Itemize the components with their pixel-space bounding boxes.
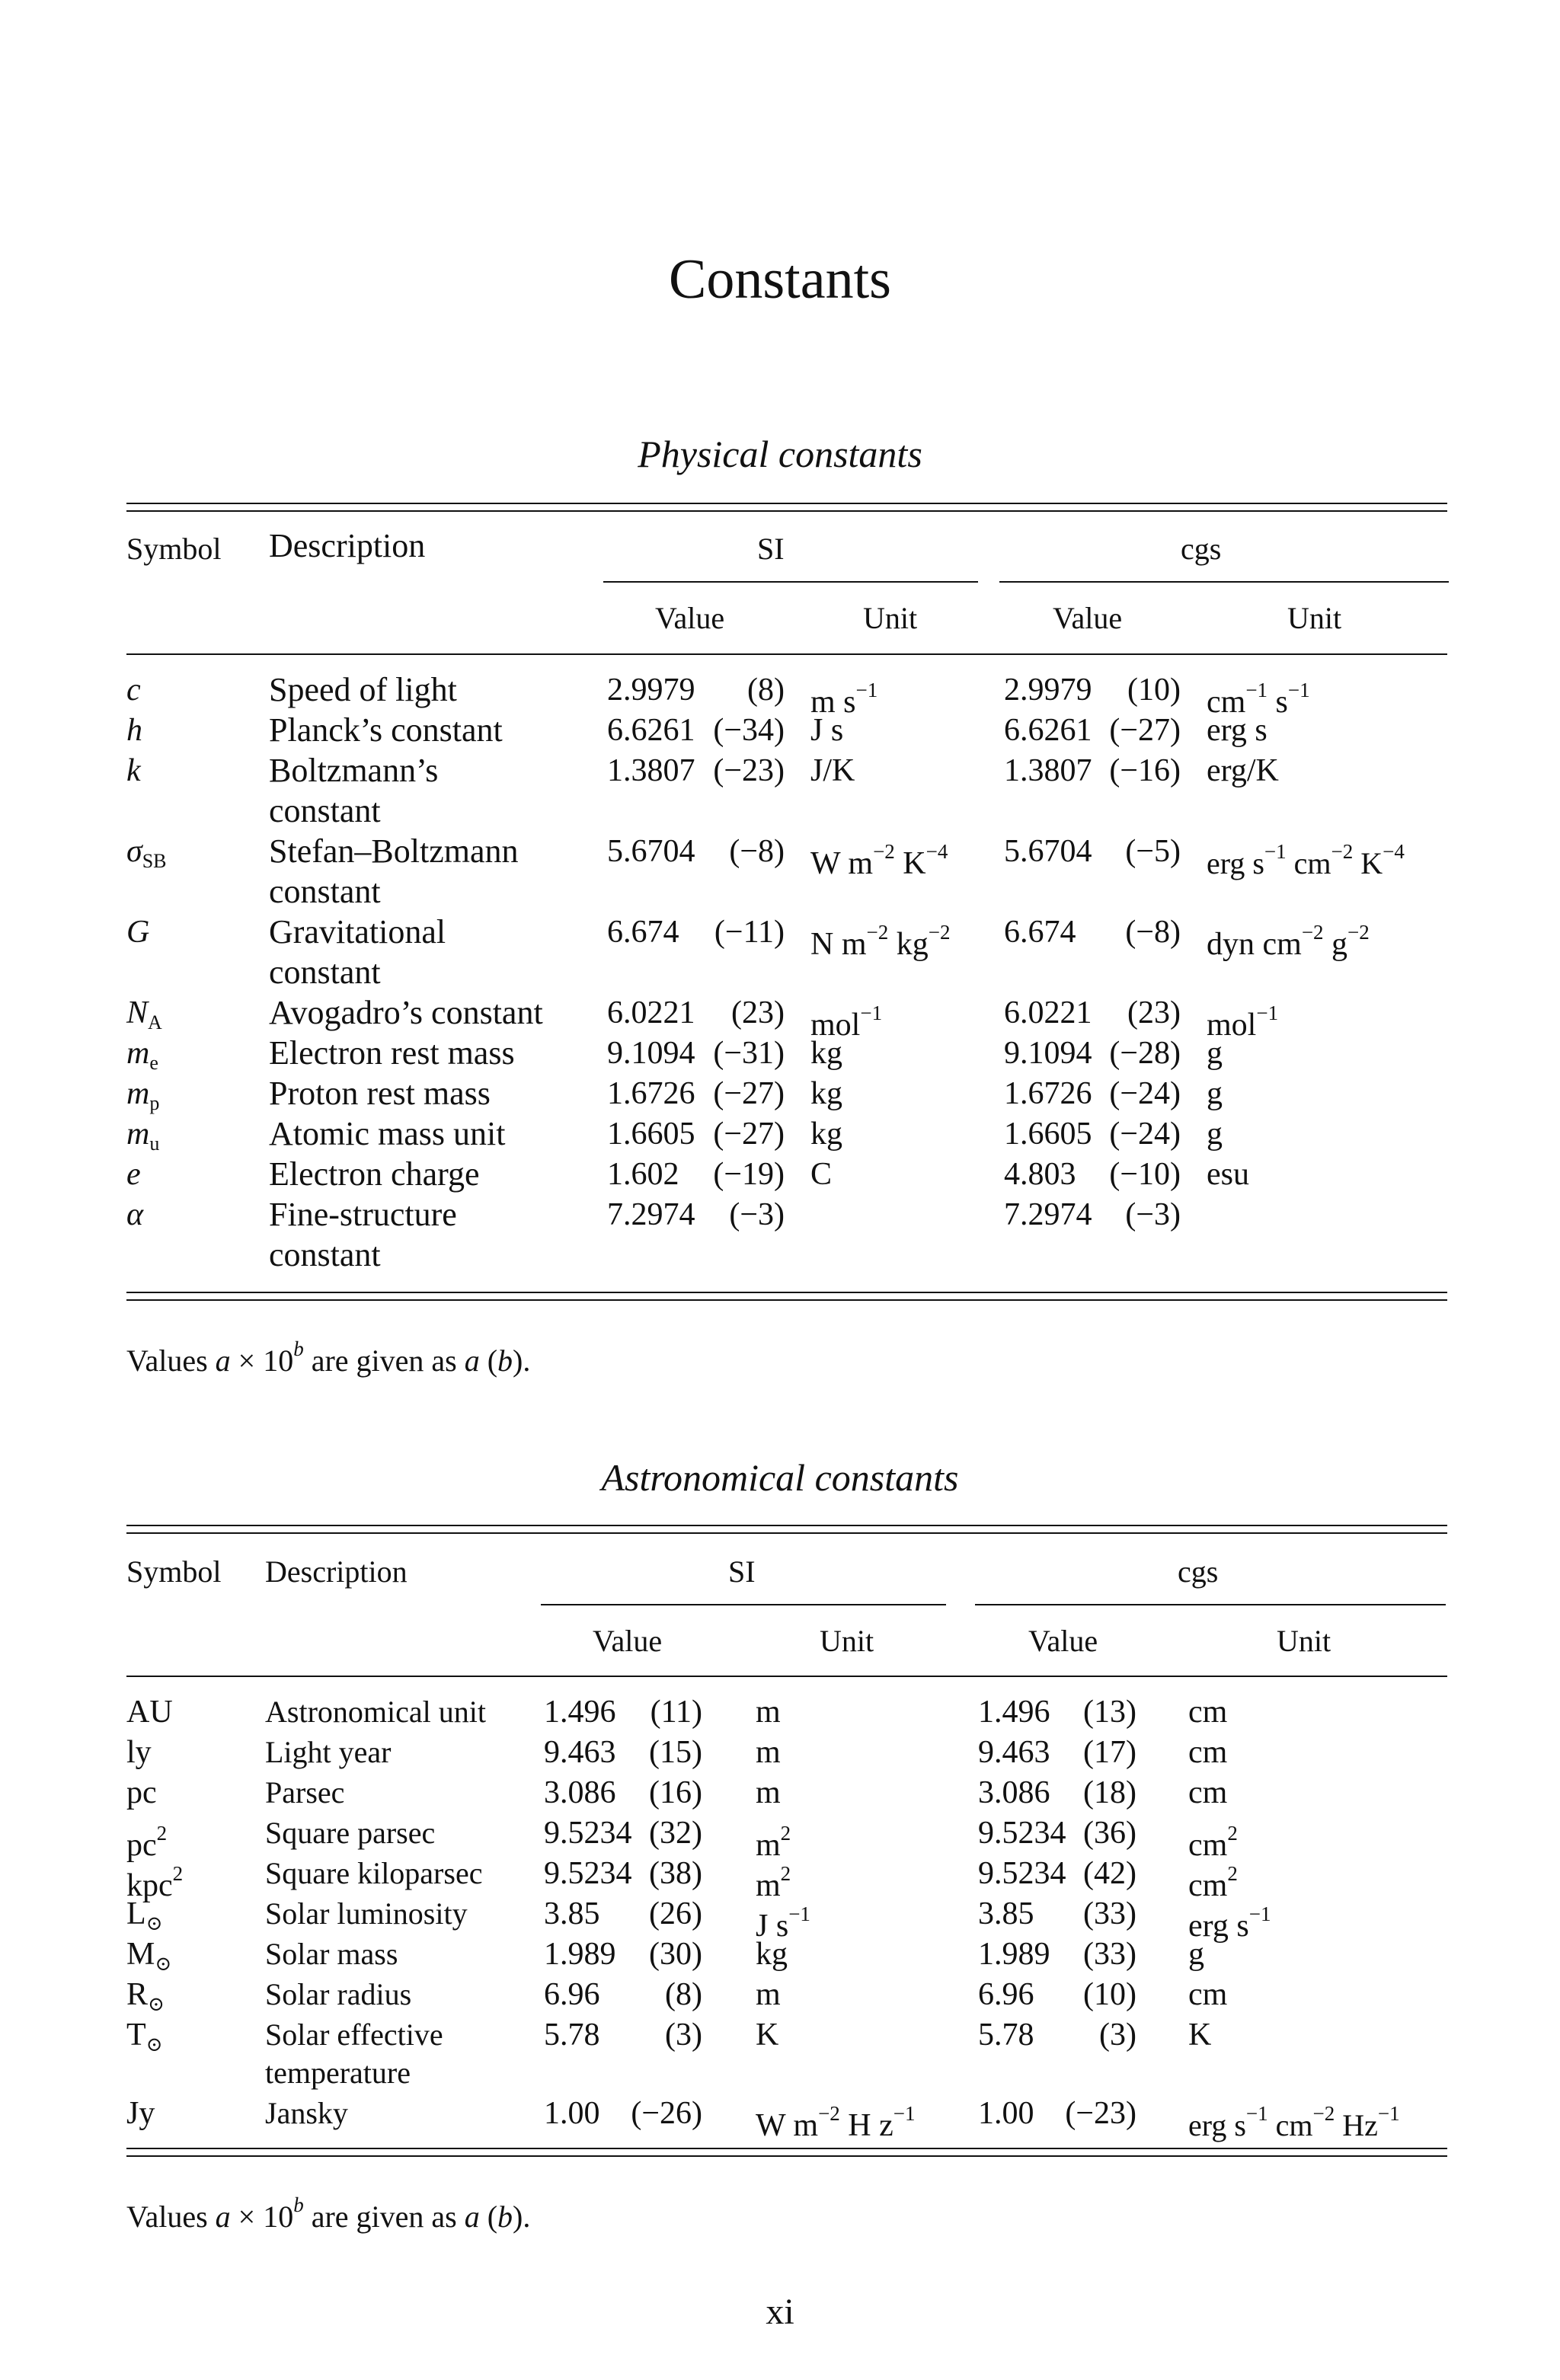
- symbol-sup: 2: [156, 1822, 168, 1845]
- si-value-mantissa: 1.3807: [607, 753, 695, 788]
- note-text: × 10: [230, 1343, 294, 1378]
- astronomical-header-cgs-value: Value: [1028, 1624, 1098, 1658]
- cgs-unit: cm: [1188, 1977, 1228, 2012]
- symbol-main: N: [126, 995, 149, 1030]
- astronomical-header-cgs: cgs: [1178, 1554, 1219, 1589]
- note-var: a: [215, 2200, 231, 2234]
- unit-sup: 2: [780, 1822, 791, 1845]
- cgs-value-exponent: (10): [1083, 1977, 1136, 2012]
- symbol-main: m: [126, 1117, 150, 1152]
- si-unit: kg: [810, 1036, 842, 1071]
- row-description: Solar mass: [265, 1937, 398, 1971]
- si-unit: C: [810, 1157, 833, 1192]
- cgs-value-exponent: (3): [1099, 2017, 1136, 2053]
- si-value-exponent: (15): [649, 1735, 702, 1770]
- row-symbol: G: [126, 915, 150, 950]
- note-sup: b: [293, 1337, 304, 1360]
- physical-header-cgs-unit: Unit: [1287, 601, 1342, 635]
- row-description-cont: temperature: [265, 2056, 411, 2090]
- physical-header-symbol: Symbol: [126, 532, 222, 566]
- row-symbol: h: [126, 713, 142, 748]
- si-unit: [810, 832, 948, 883]
- astronomical-header-si-value: Value: [593, 1624, 663, 1658]
- cgs-unit: [1207, 912, 1370, 964]
- cgs-value-mantissa: 1.6605: [1004, 1117, 1092, 1152]
- physical-si-underline: [603, 581, 978, 583]
- si-value-mantissa: 1.6726: [607, 1076, 695, 1111]
- unit-text: cm: [1207, 685, 1246, 720]
- astronomical-header-si: SI: [728, 1554, 756, 1589]
- sun-icon: ⊙: [145, 1912, 163, 1934]
- cgs-unit: cm: [1188, 1695, 1228, 1730]
- astronomical-top-rule-1: [126, 1525, 1447, 1526]
- si-value-exponent: (−19): [713, 1157, 785, 1192]
- row-symbol: α: [126, 1197, 144, 1232]
- symbol-sub: SB: [142, 850, 167, 872]
- si-value-mantissa: 9.1094: [607, 1036, 695, 1071]
- cgs-value-exponent: (−3): [1125, 1197, 1181, 1232]
- note-var: a: [464, 1343, 480, 1378]
- row-symbol: AU: [126, 1695, 173, 1730]
- row-description: Square parsec: [265, 1816, 436, 1850]
- cgs-value-mantissa: 1.6726: [1004, 1076, 1092, 1111]
- si-value-mantissa: 3.85: [544, 1896, 600, 1931]
- cgs-value-exponent: (−10): [1109, 1157, 1181, 1192]
- row-symbol: c: [126, 672, 141, 708]
- cgs-unit: cm: [1188, 1735, 1228, 1770]
- cgs-value-exponent: (−5): [1125, 834, 1181, 869]
- cgs-value-mantissa: 6.674: [1004, 915, 1076, 950]
- si-value-exponent: (−8): [729, 834, 785, 869]
- cgs-unit: g: [1207, 1036, 1223, 1071]
- row-description: Light year: [265, 1735, 392, 1769]
- unit-text: cm: [1188, 1828, 1228, 1863]
- cgs-value-mantissa: 3.086: [978, 1775, 1050, 1810]
- physical-bottom-rule-2: [126, 1299, 1447, 1301]
- physical-bottom-rule-1: [126, 1292, 1447, 1293]
- physical-header-cgs-value: Value: [1053, 601, 1123, 635]
- symbol-sub: u: [149, 1132, 160, 1155]
- astronomical-header-symbol: Symbol: [126, 1554, 222, 1589]
- note-text: × 10: [230, 2200, 294, 2234]
- row-description: Square kiloparsec: [265, 1856, 483, 1890]
- physical-header-rule: [126, 653, 1447, 655]
- astronomical-si-underline: [541, 1604, 946, 1605]
- page-number: xi: [766, 2292, 794, 2332]
- unit-text: m s: [810, 685, 856, 720]
- unit-sup: −2: [818, 2102, 840, 2125]
- cgs-value-mantissa: 9.5234: [978, 1816, 1066, 1851]
- row-description: Stefan–Boltzmann: [269, 832, 519, 870]
- cgs-unit: cm: [1188, 1775, 1228, 1810]
- si-value-exponent: (38): [649, 1856, 702, 1891]
- si-unit: m: [756, 1735, 781, 1770]
- cgs-value-mantissa: 1.00: [978, 2096, 1034, 2131]
- symbol-main: M: [126, 1937, 155, 1972]
- astronomical-note: [126, 2186, 530, 2236]
- note-text: (: [479, 2200, 498, 2234]
- symbol-sup: 2: [172, 1862, 184, 1885]
- astronomical-table-title: Astronomical constants: [601, 1456, 959, 1499]
- si-unit: J/K: [810, 753, 855, 788]
- symbol-main: T: [126, 2017, 146, 2053]
- row-description-cont: constant: [269, 873, 381, 910]
- row-description: Electron rest mass: [269, 1034, 515, 1072]
- unit-sup: −2: [866, 921, 889, 944]
- cgs-value-exponent: (36): [1083, 1816, 1136, 1851]
- si-value-exponent: (30): [649, 1937, 702, 1972]
- symbol-main: L: [126, 1896, 146, 1931]
- si-unit: kg: [810, 1076, 842, 1111]
- cgs-value-exponent: (−8): [1125, 915, 1181, 950]
- note-text: Values: [126, 1343, 216, 1378]
- row-description: Avogadro’s constant: [269, 994, 543, 1031]
- si-value-exponent: (32): [649, 1816, 702, 1851]
- note-sup: b: [293, 2193, 304, 2216]
- unit-text: K: [894, 846, 926, 881]
- cgs-value-exponent: (−24): [1109, 1117, 1181, 1152]
- cgs-value-exponent: (10): [1127, 672, 1181, 708]
- physical-header-si: SI: [757, 532, 785, 566]
- astronomical-header-si-unit: Unit: [820, 1624, 874, 1658]
- cgs-value-mantissa: 2.9979: [1004, 672, 1092, 708]
- cgs-value-mantissa: 3.85: [978, 1896, 1034, 1931]
- si-value-exponent: (−31): [713, 1036, 785, 1071]
- unit-text: s: [1268, 685, 1288, 720]
- unit-text: cm: [1268, 2108, 1313, 2142]
- cgs-unit: erg s: [1207, 713, 1268, 748]
- si-unit: K: [756, 2017, 779, 2053]
- sun-icon: ⊙: [145, 2033, 163, 2056]
- cgs-value-mantissa: 1.496: [978, 1695, 1050, 1730]
- si-value-exponent: (26): [649, 1896, 702, 1931]
- si-value-mantissa: 9.5234: [544, 1816, 632, 1851]
- si-value-exponent: (−3): [729, 1197, 785, 1232]
- symbol-main: σ: [126, 834, 142, 869]
- unit-sup: 2: [1227, 1822, 1238, 1845]
- unit-text: cm: [1286, 846, 1331, 880]
- physical-header-si-unit: Unit: [863, 601, 918, 635]
- unit-text: mol: [1207, 1008, 1257, 1043]
- unit-sup: 2: [1227, 1862, 1238, 1885]
- unit-text: W m: [756, 2108, 819, 2143]
- row-description: Speed of light: [269, 671, 457, 708]
- unit-text: K: [1353, 846, 1383, 880]
- cgs-value-mantissa: 5.6704: [1004, 834, 1092, 869]
- note-text: are given as: [303, 2200, 465, 2234]
- cgs-unit: erg/K: [1207, 753, 1279, 788]
- row-description: Fine-structure: [269, 1196, 457, 1233]
- unit-text: Hz: [1335, 2108, 1378, 2142]
- note-var: a: [215, 1343, 231, 1378]
- unit-sup: −1: [855, 679, 878, 701]
- symbol-sub: p: [149, 1092, 160, 1114]
- cgs-value-mantissa: 1.3807: [1004, 753, 1092, 788]
- note-text: ).: [513, 1343, 531, 1378]
- cgs-value-mantissa: 6.0221: [1004, 995, 1092, 1030]
- si-value-mantissa: 1.496: [544, 1695, 616, 1730]
- si-value-exponent: (−27): [713, 1117, 785, 1152]
- note-var: b: [497, 1343, 513, 1378]
- cgs-value-mantissa: 9.463: [978, 1735, 1050, 1770]
- si-value-exponent: (8): [747, 672, 785, 708]
- si-unit: kg: [810, 1117, 842, 1152]
- unit-sup: −2: [873, 840, 895, 863]
- si-value-mantissa: 9.463: [544, 1735, 616, 1770]
- row-symbol: pc: [126, 1775, 157, 1810]
- unit-text: N m: [810, 927, 867, 962]
- si-unit: [810, 912, 950, 964]
- si-value-exponent: (11): [650, 1695, 702, 1730]
- cgs-value-mantissa: 4.803: [1004, 1157, 1076, 1192]
- row-description: Solar effective: [265, 2017, 443, 2052]
- si-value-exponent: (16): [649, 1775, 702, 1810]
- cgs-value-exponent: (33): [1083, 1937, 1136, 1972]
- row-symbol: k: [126, 753, 141, 788]
- unit-sup: −1: [1248, 1902, 1271, 1925]
- si-unit: m: [756, 1695, 781, 1730]
- sun-icon: ⊙: [155, 1953, 172, 1975]
- cgs-value-exponent: (42): [1083, 1856, 1136, 1891]
- row-description: Planck’s constant: [269, 711, 503, 749]
- page-title: Constants: [669, 248, 891, 311]
- cgs-value-exponent: (−28): [1109, 1036, 1181, 1071]
- astronomical-header-cgs-unit: Unit: [1277, 1624, 1331, 1658]
- row-description: Solar luminosity: [265, 1896, 468, 1931]
- cgs-value-mantissa: 6.6261: [1004, 713, 1092, 748]
- unit-text: H z: [839, 2108, 893, 2143]
- si-value-mantissa: 1.602: [607, 1157, 679, 1192]
- unit-sup: −4: [1383, 840, 1405, 863]
- si-value-mantissa: 6.96: [544, 1977, 600, 2012]
- unit-sup: −2: [1312, 2102, 1335, 2125]
- note-text: (: [479, 1343, 498, 1378]
- unit-sup: −2: [1347, 921, 1370, 944]
- unit-text: W m: [810, 846, 874, 881]
- unit-text: m: [756, 1828, 781, 1863]
- si-value-mantissa: 6.6261: [607, 713, 695, 748]
- si-unit: J s: [810, 713, 844, 748]
- si-value-exponent: (−34): [713, 713, 785, 748]
- note-var: a: [464, 2200, 480, 2234]
- unit-text: m: [756, 1868, 781, 1903]
- symbol-main: pc: [126, 1828, 157, 1863]
- physical-cgs-underline: [999, 581, 1449, 583]
- astronomical-header-description: Description: [265, 1554, 408, 1589]
- si-value-mantissa: 6.0221: [607, 995, 695, 1030]
- si-value-mantissa: 5.6704: [607, 834, 695, 869]
- cgs-value-mantissa: 9.5234: [978, 1856, 1066, 1891]
- row-description-cont: constant: [269, 1236, 381, 1273]
- physical-table-title: Physical constants: [638, 433, 922, 475]
- si-value-exponent: (8): [665, 1977, 702, 2012]
- physical-header-si-value: Value: [655, 601, 725, 635]
- unit-text: dyn cm: [1207, 927, 1302, 962]
- note-text: ).: [513, 2200, 531, 2234]
- astronomical-cgs-underline: [975, 1604, 1446, 1605]
- si-unit: m: [756, 1775, 781, 1810]
- cgs-value-mantissa: 9.1094: [1004, 1036, 1092, 1071]
- si-unit: [756, 2094, 916, 2145]
- si-value-exponent: (23): [731, 995, 785, 1030]
- symbol-main: m: [126, 1036, 150, 1071]
- unit-text: erg s: [1188, 2108, 1246, 2142]
- row-symbol: [126, 832, 167, 881]
- unit-sup: −1: [1264, 840, 1287, 863]
- symbol-main: kpc: [126, 1868, 173, 1903]
- unit-sup: −1: [1256, 1002, 1279, 1024]
- physical-top-rule-1: [126, 503, 1447, 504]
- si-value-exponent: (3): [665, 2017, 702, 2053]
- si-value-exponent: (−27): [713, 1076, 785, 1111]
- unit-sup: 2: [780, 1862, 791, 1885]
- cgs-value-exponent: (−24): [1109, 1076, 1181, 1111]
- astronomical-header-rule: [126, 1676, 1447, 1677]
- row-symbol: ly: [126, 1735, 152, 1770]
- unit-text: J s: [756, 1909, 789, 1944]
- row-description-cont: constant: [269, 792, 381, 829]
- astronomical-bottom-rule-1: [126, 2148, 1447, 2149]
- cgs-value-exponent: (17): [1083, 1735, 1136, 1770]
- cgs-unit: g: [1188, 1937, 1204, 1972]
- si-value-mantissa: 7.2974: [607, 1197, 695, 1232]
- si-value-mantissa: 3.086: [544, 1775, 616, 1810]
- si-value-mantissa: 9.5234: [544, 1856, 632, 1891]
- unit-sup: −1: [1245, 2102, 1268, 2125]
- cgs-value-exponent: (13): [1083, 1695, 1136, 1730]
- unit-sup: −2: [1331, 840, 1354, 863]
- cgs-value-exponent: (−23): [1065, 2096, 1136, 2131]
- si-value-exponent: (−26): [631, 2096, 702, 2131]
- unit-text: cm: [1188, 1868, 1228, 1903]
- cgs-value-exponent: (18): [1083, 1775, 1136, 1810]
- cgs-value-exponent: (33): [1083, 1896, 1136, 1931]
- si-value-mantissa: 2.9979: [607, 672, 695, 708]
- si-value-mantissa: 1.989: [544, 1937, 616, 1972]
- sun-icon: ⊙: [148, 1993, 165, 2015]
- cgs-value-exponent: (23): [1127, 995, 1181, 1030]
- unit-text: erg s: [1188, 1909, 1249, 1944]
- cgs-unit: [1188, 2094, 1400, 2145]
- unit-text: kg: [888, 927, 929, 962]
- row-description: Electron charge: [269, 1155, 480, 1193]
- physical-header-description: Description: [269, 527, 426, 564]
- cgs-value-exponent: (−27): [1109, 713, 1181, 748]
- si-value-mantissa: 1.6605: [607, 1117, 695, 1152]
- cgs-value-mantissa: 6.96: [978, 1977, 1034, 2012]
- row-symbol: e: [126, 1157, 141, 1192]
- unit-sup: −2: [1301, 921, 1324, 944]
- physical-top-rule-2: [126, 510, 1447, 512]
- symbol-sub: A: [148, 1011, 162, 1033]
- si-unit: m: [756, 1977, 781, 2012]
- cgs-value-mantissa: 5.78: [978, 2017, 1034, 2053]
- astronomical-top-rule-2: [126, 1532, 1447, 1534]
- cgs-value-exponent: (−16): [1109, 753, 1181, 788]
- si-value-exponent: (−11): [714, 915, 785, 950]
- note-text: Values: [126, 2200, 216, 2234]
- row-description: Proton rest mass: [269, 1075, 491, 1112]
- symbol-main: R: [126, 1977, 149, 2012]
- si-value-mantissa: 6.674: [607, 915, 679, 950]
- row-description: Boltzmann’s: [269, 752, 439, 789]
- cgs-unit: g: [1207, 1076, 1223, 1111]
- unit-sup: −2: [928, 921, 951, 944]
- cgs-value-mantissa: 7.2974: [1004, 1197, 1092, 1232]
- symbol-sub: e: [149, 1052, 158, 1074]
- row-description: Atomic mass unit: [269, 1115, 506, 1152]
- row-symbol: Jy: [126, 2096, 155, 2131]
- unit-sup: −1: [788, 1902, 810, 1925]
- unit-sup: −1: [1287, 679, 1310, 701]
- unit-text: g: [1323, 927, 1348, 962]
- row-description: Astronomical unit: [265, 1695, 486, 1729]
- si-value-mantissa: 1.00: [544, 2096, 600, 2131]
- cgs-unit: g: [1207, 1117, 1223, 1152]
- si-value-exponent: (−23): [713, 753, 785, 788]
- note-var: b: [497, 2200, 513, 2234]
- unit-sup: −1: [1245, 679, 1268, 701]
- si-unit: kg: [756, 1937, 788, 1972]
- astronomical-bottom-rule-2: [126, 2155, 1447, 2157]
- physical-header-cgs: cgs: [1181, 532, 1222, 566]
- cgs-unit: esu: [1207, 1157, 1249, 1192]
- row-description: Parsec: [265, 1775, 345, 1810]
- symbol-main: m: [126, 1076, 150, 1111]
- unit-sup: −1: [893, 2102, 916, 2125]
- row-description: Solar radius: [265, 1977, 412, 2011]
- note-text: are given as: [303, 1343, 465, 1378]
- row-description-cont: constant: [269, 954, 381, 991]
- physical-note: [126, 1330, 530, 1380]
- cgs-value-mantissa: 1.989: [978, 1937, 1050, 1972]
- row-description: Gravitational: [269, 913, 446, 950]
- cgs-unit: K: [1188, 2017, 1212, 2053]
- unit-sup: −1: [860, 1002, 883, 1024]
- row-symbol: [126, 2015, 162, 2065]
- cgs-unit: [1207, 832, 1405, 883]
- unit-text: mol: [810, 1008, 861, 1043]
- row-description: Jansky: [265, 2096, 348, 2130]
- si-value-mantissa: 5.78: [544, 2017, 600, 2053]
- unit-sup: −1: [1377, 2102, 1400, 2125]
- unit-sup: −4: [925, 840, 948, 863]
- unit-text: erg s: [1207, 846, 1264, 880]
